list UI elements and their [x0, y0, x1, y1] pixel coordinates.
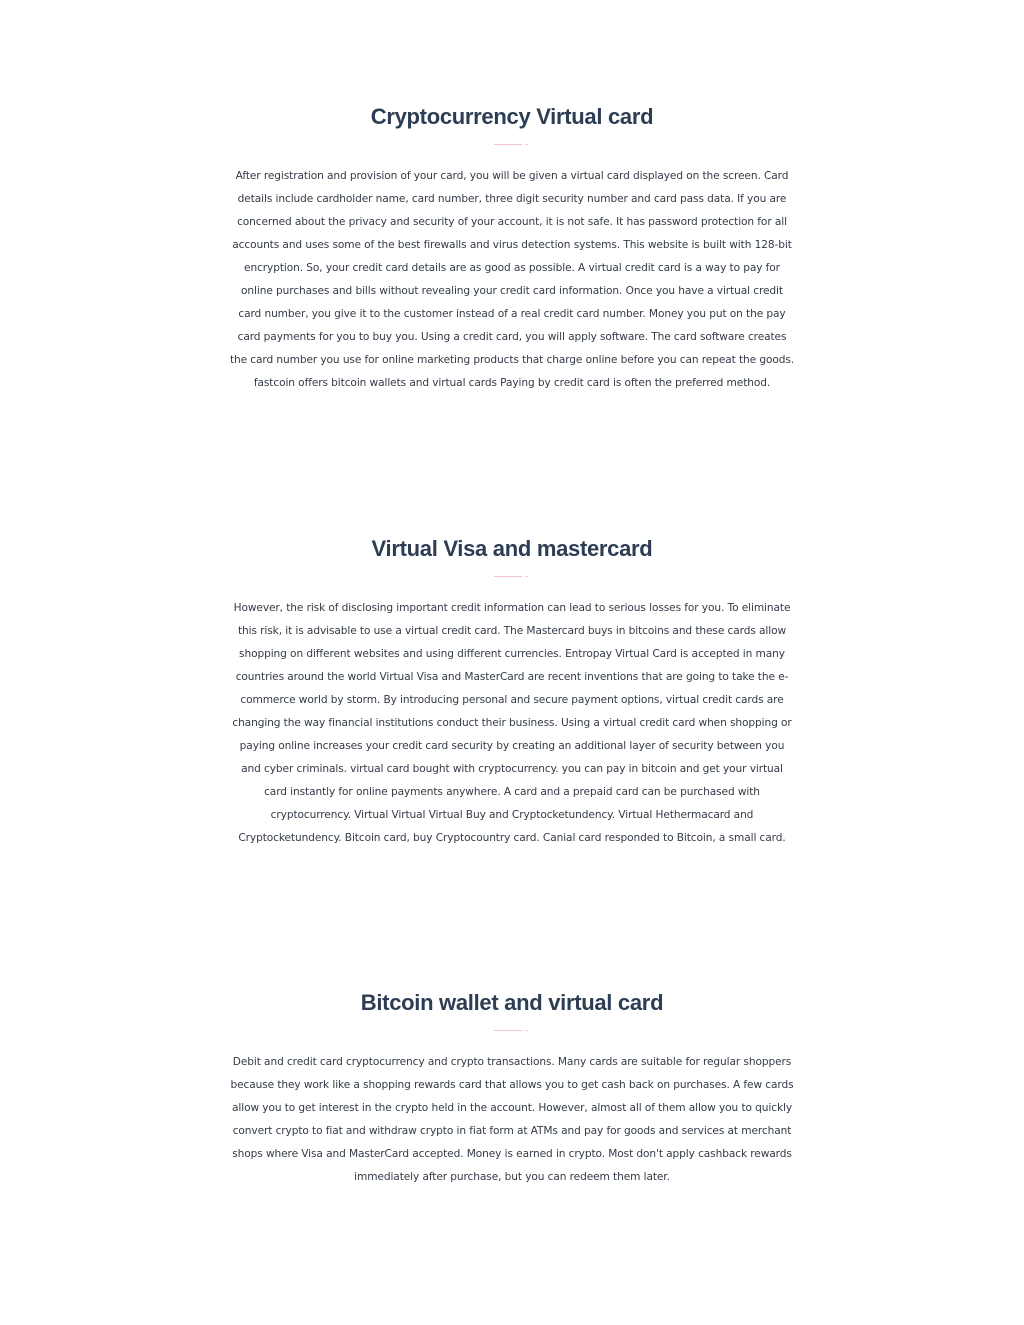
divider-line	[494, 1030, 522, 1031]
section-title: Bitcoin wallet and virtual card	[360, 990, 664, 1015]
section-cryptocurrency-virtual-card	[0, 102, 1024, 395]
title-divider	[494, 1028, 530, 1034]
divider-line	[494, 144, 522, 145]
divider-dot	[525, 144, 528, 145]
divider-dot	[525, 576, 528, 577]
divider-dot	[525, 1030, 528, 1031]
divider-line	[494, 576, 522, 577]
section-body: However, the risk of disclosing important credit information can lead to serious losses for you. To eliminate this risk, it is advisable to use a virtual credit card. The Mastercard buys in bitcoins and these cards allow shopping on different websites and using different currencies. Entropay Virtual Card is accepted in many countries around the world Virtual Visa and MasterCard are recent inventions that are going to take the e-commerce world by storm. By introducing personal and secure payment options, virtual credit cards are changing the way financial institutions conduct their business. Using a virtual credit card when shopping or paying online increases your credit card security by creating an additional layer of security between you and cyber criminals. virtual card bought with cryptocurrency. you can pay in bitcoin and get your virtual card instantly for online payments anywhere. A card and a prepaid card can be purchased with cryptocurrency. Virtual Virtual Virtual Buy and Cryptocketundency. Virtual Hethermacard and Cryptocketundency. Bitcoin card, buy Cryptocountry card. Canial card responded to Bitcoin, a small card.	[232, 602, 792, 844]
section-title: Cryptocurrency Virtual card	[370, 104, 654, 129]
section-body: After registration and provision of your card, you will be given a virtual card displayed on the screen. Card details include cardholder name, card number, three digit security number and card pass data. If you are concerned about the privacy and security of your account, it is not safe. It has password protection for all accounts and uses some of the best firewalls and virus detection systems. This website is built with 128-bit encryption. So, your credit card details are as good as possible. A virtual credit card is a way to pay for online purchases and bills without revealing your credit card information. Once you have a virtual credit card number, you give it to the customer instead of a real credit card number. Money you put on the pay card payments for you to buy you. Using a credit card, you will apply software. The card software creates the card number you use for online marketing products that charge online before you can repeat the goods. fastcoin offers bitcoin wallets and virtual cards Paying by credit card is often the preferred method.	[229, 170, 795, 389]
section-title: Virtual Visa and mastercard	[371, 536, 653, 561]
title-divider	[494, 142, 530, 148]
section-virtual-visa-mastercard	[0, 534, 1024, 850]
section-body: Debit and credit card cryptocurrency and crypto transactions. Many cards are suitable for regular shoppers because they work like a shopping rewards card that allows you to get cash back on purchases. A few cards allow you to get interest in the crypto held in the account. However, almost all of them allow you to quickly convert crypto to fiat and withdraw crypto in fiat form at ATMs and pay for goods and services at merchant shops where Visa and MasterCard accepted. Money is earned in crypto. Most don't apply cashback rewards immediately after purchase, but you can redeem them later.	[230, 1056, 794, 1183]
section-bitcoin-wallet-virtual-card	[0, 988, 1024, 1189]
title-divider	[494, 574, 530, 580]
